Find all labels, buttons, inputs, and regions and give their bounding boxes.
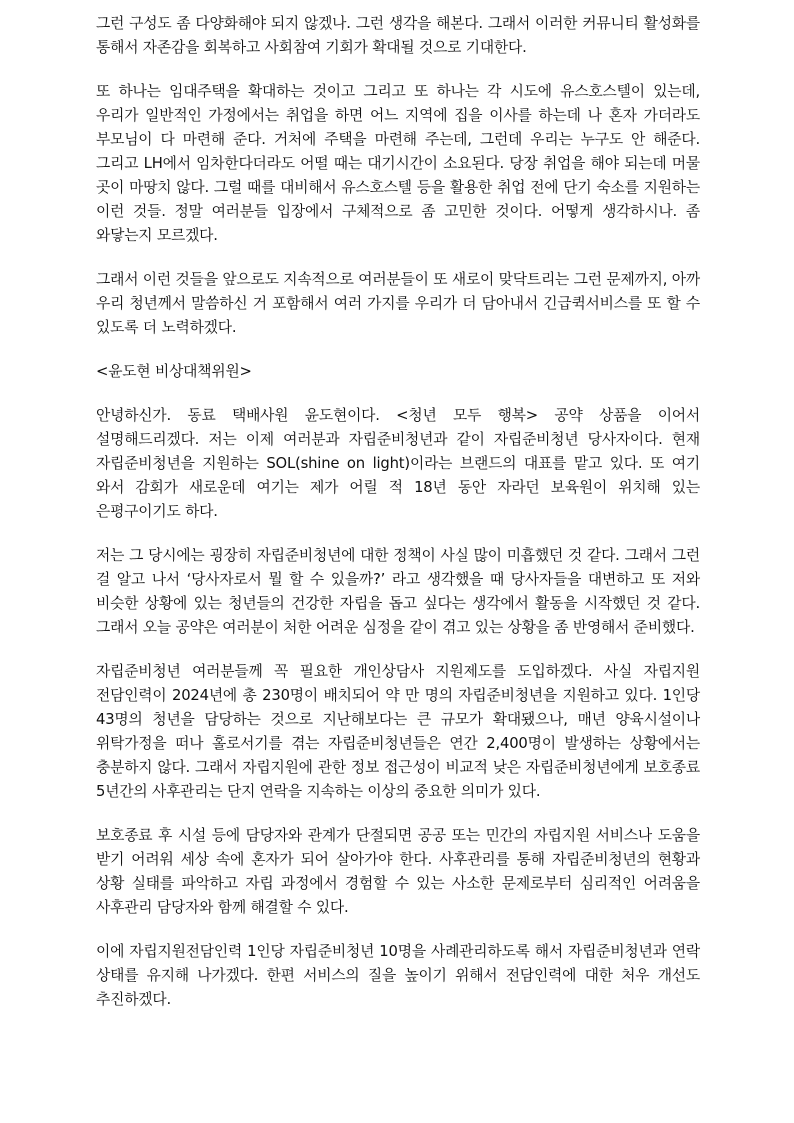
paragraph-case-management: 이에 자립지원전담인력 1인당 자립준비청년 10명을 사례관리하도록 해서 자립준비청년과 연락 상태를 유지해 나가겠다. 한편 서비스의 질을 높이기 위해서 전담인력에 대한 처우 개선도 추진하겠다. (96, 943, 700, 1008)
paragraph-community-activation: 그런 구성도 좀 다양화해야 되지 않겠나. 그런 생각을 해본다. 그래서 이러한 커뮤니티 활성화를 통해서 자존감을 회복하고 사회참여 기회가 확대될 것으로 기대한다. (96, 15, 700, 56)
paragraph-counselor-program: 자립준비청년 여러분들께 꼭 필요한 개인상담사 지원제도를 도입하겠다. 사실 자립지원 전담인력이 2024년에 총 230명이 배치되어 약 만 명의 자립준비청년을 지원하고 있다. 1인당 43명의 청년을 담당하는 것으로 지난해보다는 큰 규모가 확대됐으나, 매년 양육시설이나 위탁가정을 떠나 홀로서기를 겪는 자립준비청년들은 연간 2,400명이 발생하는 상황에서는 충분하지 않다. 그래서 자립지원에 관한 정보 접근성이 비교적 낮은 자립준비청년에게 보호종료 5년간의 사후관리는 단지 연락을 지속하는 이상의 중요한 의미가 있다. (96, 663, 700, 800)
paragraph-aftercare: 보호종료 후 시설 등에 담당자와 관계가 단절되면 공공 또는 민간의 자립지원 서비스나 도움을 받기 어려워 세상 속에 혼자가 되어 살아가야 한다. 사후관리를 통해 자립준비청년의 현황과 상황 실태를 파악하고 자립 과정에서 경험할 수 있는 사소한 문제로부터 심리적인 어려움을 사후관리 담당자와 함께 해결할 수 있다. (96, 827, 700, 916)
paragraph-self-introduction: 안녕하신가. 동료 택배사원 윤도현이다. <청년 모두 행복> 공약 상품을 이어서 설명해드리겠다. 저는 이제 여러분과 자립준비청년과 같이 자립준비청년 당사자이다. 현재 자립준비청년을 지원하는 SOL(shine on light)이라는 브랜드의 대표를 맡고 있다. 또 여기 와서 감회가 새로운데 여기는 제가 어릴 적 18년 동안 자라던 보육원이 위치해 있는 은평구이기도 하다. (96, 407, 700, 520)
speaker-heading: <윤도현 비상대책위원> (96, 363, 252, 380)
paragraph-quick-service: 그래서 이런 것들을 앞으로도 지속적으로 여러분들이 또 새로이 맞닥트리는 그런 문제까지, 아까 우리 청년께서 말씀하신 거 포함해서 여러 가지를 우리가 더 담아내서 긴급퀵서비스를 또 할 수 있도록 더 노력하겠다. (96, 271, 700, 336)
paragraph-motivation: 저는 그 당시에는 굉장히 자립준비청년에 대한 정책이 사실 많이 미흡했던 것 같다. 그래서 그런 걸 알고 나서 ‘당사자로서 뭘 할 수 있을까?’ 라고 생각했을 때 당사자들을 대변하고 또 저와 비슷한 상황에 있는 청년들의 건강한 자립을 돕고 싶다는 생각에서 활동을 시작했던 것 같다. 그래서 오늘 공약은 여러분이 처한 어려운 심정을 같이 겪고 있는 상황을 좀 반영해서 준비했다. (96, 547, 700, 636)
document-body (96, 12, 700, 1032)
paragraph-housing-support: 또 하나는 임대주택을 확대하는 것이고 그리고 또 하나는 각 시도에 유스호스텔이 있는데, 우리가 일반적인 가정에서는 취업을 하면 어느 지역에 집을 이사를 하는데 나 혼자 가더라도 부모님이 다 마련해 준다. 거처에 주택을 마련해 주는데, 그런데 우리는 누구도 안 해준다. 그리고 LH에서 임차한다더라도 어떨 때는 대기시간이 소요된다. 당장 취업을 해야 되는데 머물 곳이 마땅치 않다. 그럴 때를 대비해서 유스호스텔 등을 활용한 취업 전에 단기 숙소를 지원하는 이런 것들. 정말 여러분들 입장에서 구체적으로 좀 고민한 것이다. 어떻게 생각하시나. 좀 와닿는지 모르겠다. (96, 83, 700, 244)
